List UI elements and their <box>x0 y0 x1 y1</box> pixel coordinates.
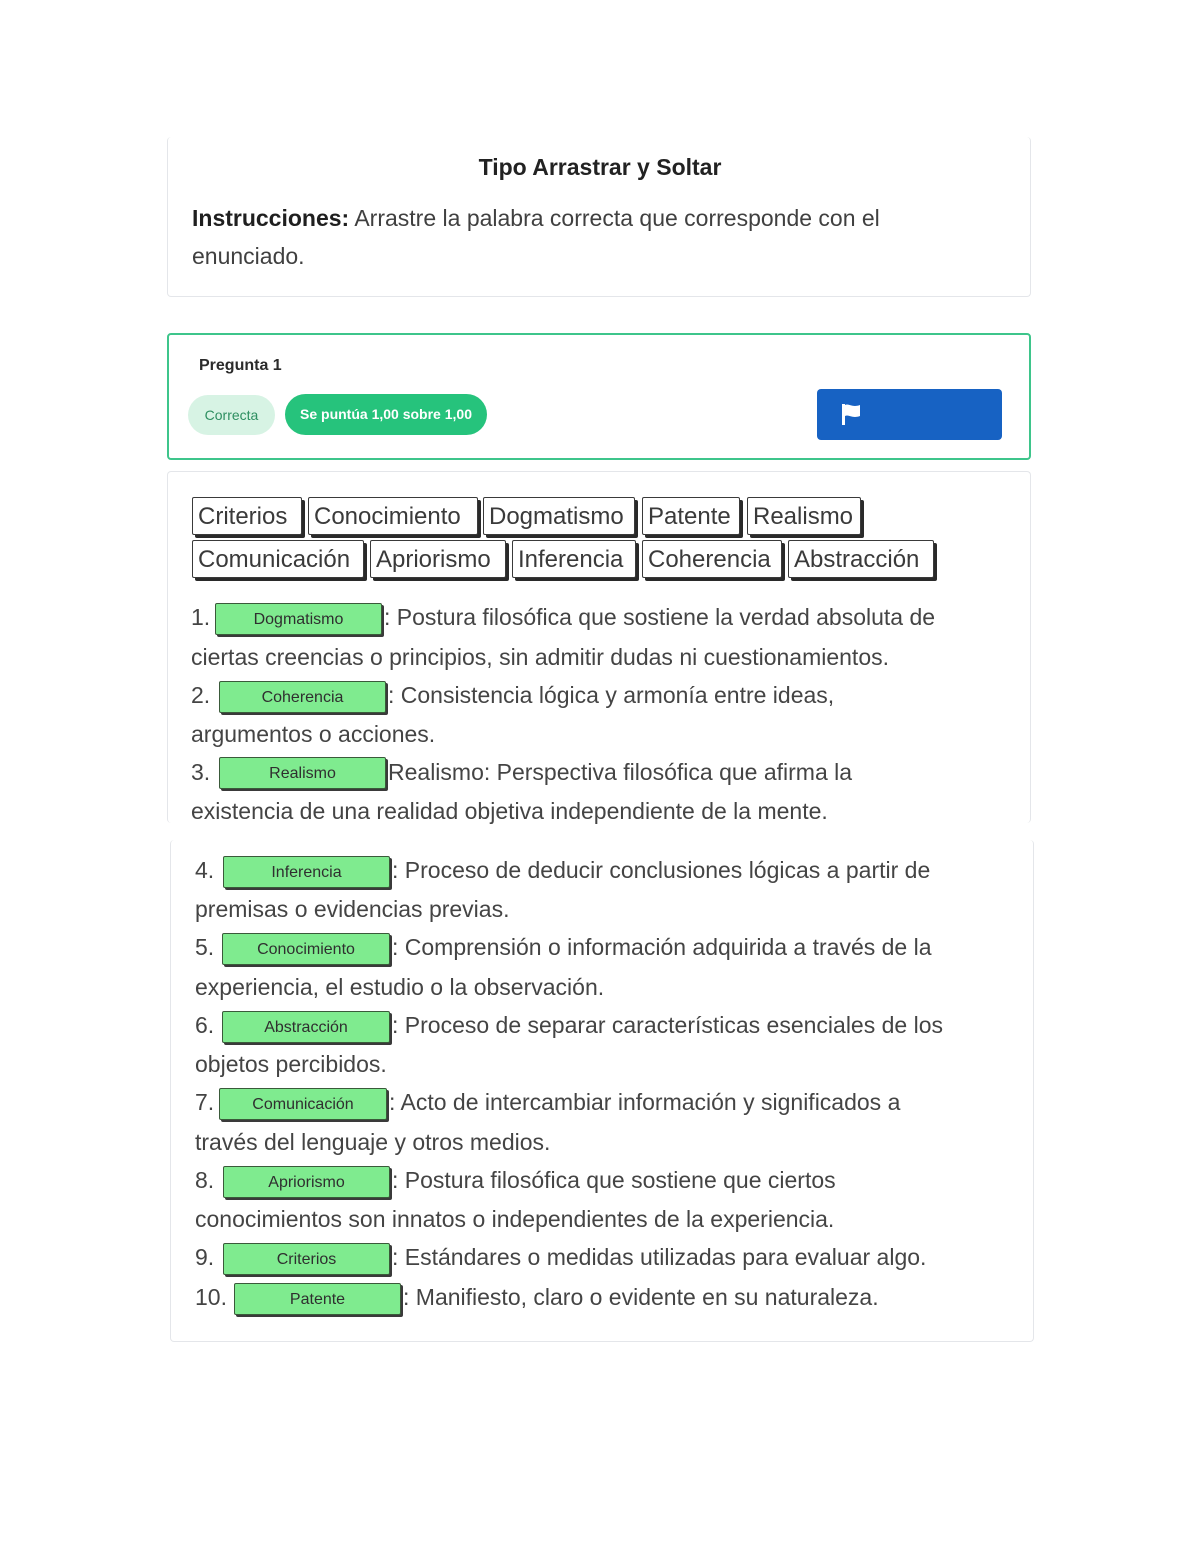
statement-number: 9. <box>195 1244 215 1270</box>
statement-text: : Proceso de deducir conclusiones lógicas a partir de <box>392 857 931 883</box>
statement-text: objetos percibidos. <box>195 1051 387 1077</box>
statement-text: existencia de una realidad objetiva independiente de la mente. <box>191 798 828 824</box>
drop-zone[interactable]: Realismo <box>219 757 386 789</box>
drop-zone[interactable]: Patente <box>234 1283 401 1315</box>
drag-chip[interactable]: Dogmatismo <box>483 497 635 535</box>
statement-number: 4. <box>195 857 215 883</box>
drop-zone[interactable]: Criterios <box>223 1243 390 1275</box>
drop-zone[interactable]: Apriorismo <box>223 1166 390 1198</box>
statement-text: : Postura filosófica que sostiene la verdad absoluta de <box>384 604 936 630</box>
drag-chip[interactable]: Patente <box>642 497 740 535</box>
statement-number: 1. <box>191 604 211 630</box>
drop-zone[interactable]: Comunicación <box>219 1088 387 1120</box>
statement-text: través del lenguaje y otros medios. <box>195 1129 551 1155</box>
statement-text: ciertas creencias o principios, sin admitir dudas ni cuestionamientos. <box>191 644 889 670</box>
drop-zone[interactable]: Abstracción <box>222 1011 390 1043</box>
statement-text: experiencia, el estudio o la observación. <box>195 974 605 1000</box>
statement-text: : Acto de intercambiar información y significados a <box>389 1089 901 1115</box>
flag-question-button[interactable] <box>817 389 1002 440</box>
statement-number: 6. <box>195 1012 215 1038</box>
statement-number: 5. <box>195 934 215 960</box>
statement-text: : Estándares o medidas utilizadas para evaluar algo. <box>392 1244 927 1270</box>
drag-chip[interactable]: Criterios <box>192 497 302 535</box>
statement-text: argumentos o acciones. <box>191 721 436 747</box>
drag-chip[interactable]: Realismo <box>747 497 861 535</box>
drag-chip[interactable]: Conocimiento <box>308 497 478 535</box>
page-title: Tipo Arrastrar y Soltar <box>478 154 722 180</box>
statement-number: 7. <box>195 1089 215 1115</box>
statement-text: conocimientos son innatos o independientes de la experiencia. <box>195 1206 835 1232</box>
statement-number: 2. <box>191 682 211 708</box>
drop-zone[interactable]: Coherencia <box>219 681 386 713</box>
statement-text: : Manifiesto, claro o evidente en su naturaleza. <box>403 1284 879 1310</box>
drag-chip[interactable]: Apriorismo <box>370 540 506 578</box>
instructions-label: Instrucciones: <box>192 205 350 231</box>
statement-text: : Proceso de separar características esenciales de los <box>392 1012 943 1038</box>
drop-zone[interactable]: Inferencia <box>223 856 390 888</box>
score-badge: Se puntúa 1,00 sobre 1,00 <box>285 394 487 435</box>
instructions <box>192 199 992 275</box>
statement-text: premisas o evidencias previas. <box>195 896 510 922</box>
status-badge: Correcta <box>188 395 275 435</box>
statement-text: : Consistencia lógica y armonía entre ideas, <box>388 682 835 708</box>
instructions-text: Arrastre la palabra correcta que corresponde con el enunciado. <box>192 205 880 269</box>
question-label: Pregunta 1 <box>199 357 282 374</box>
statement-number: 10. <box>195 1284 227 1310</box>
drag-chip[interactable]: Inferencia <box>512 540 636 578</box>
drag-chip[interactable]: Abstracción <box>788 540 934 578</box>
statement-text: Realismo: Perspectiva filosófica que afirma la <box>388 759 853 785</box>
drag-chip[interactable]: Coherencia <box>642 540 782 578</box>
question-info-card <box>167 333 1031 460</box>
drop-zone[interactable]: Conocimiento <box>222 933 390 965</box>
statement-text: : Comprensión o información adquirida a través de la <box>392 934 932 960</box>
statement-number: 8. <box>195 1167 215 1193</box>
flag-icon <box>839 402 863 426</box>
statement-text: : Postura filosófica que sostiene que ciertos <box>392 1167 836 1193</box>
drop-zone[interactable]: Dogmatismo <box>215 603 382 635</box>
statement-number: 3. <box>191 759 211 785</box>
header-card <box>167 137 1031 297</box>
drag-chip[interactable]: Comunicación <box>192 540 364 578</box>
